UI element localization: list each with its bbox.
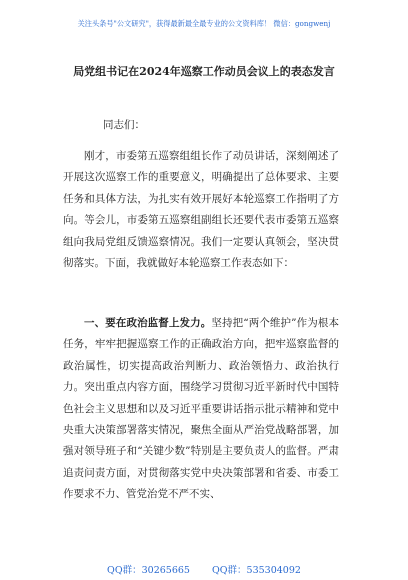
section-heading: 一、要在政治监督上发力。 (84, 317, 212, 329)
paragraph-intro: 刚才，市委第五巡察组组长作了动员讲话，深刻阐述了开展这次巡察工作的重要意义，明确提出了总体要求、主要任务和具体方法，为扎实有效开展好本轮巡察工作指明了方向。等会儿，市委第五巡察组副组长还要代表市委第五巡察组向我局党组反馈巡察情况。我们一定要认真领会，坚决贯彻落实。下面，我就做好本轮巡察工作表态如下： (63, 150, 339, 270)
document-title: 局党组书记在2024年巡察工作动员会议上的表态发言 (73, 65, 335, 78)
paragraph-section-one (63, 313, 339, 506)
footer-qq-group-2: QQ群：535304092 (211, 565, 301, 576)
footer-qq-group-1: QQ群：30265665 (107, 565, 190, 576)
section-body: 坚持把“两个维护”作为根本任务，牢牢把握巡察工作的正确政治方向，把牢巡察监督的政治属性，切实提高政治判断力、政治领悟力、政治执行力。突出重点内容方面，围绕学习贯彻习近平新时代中国特色社会主义思想和以及习近平重要讲话指示批示精神和党中央重大决策部署落实情况，聚焦全面从严治党战略部署，加强对领导班子和“关键少数”特别是主要负责人的监督。严肃追责问责方面，对贯彻落实党中央决策部署和省委、市委工作要求不力、管党治党不严不实、 (63, 317, 339, 501)
greeting: 同志们： (103, 119, 145, 131)
header-banner: 关注头条号"公文研究"，获得最新最全最专业的公文资料库！ 微信：gongwenj (77, 19, 331, 28)
footer (0, 562, 408, 576)
